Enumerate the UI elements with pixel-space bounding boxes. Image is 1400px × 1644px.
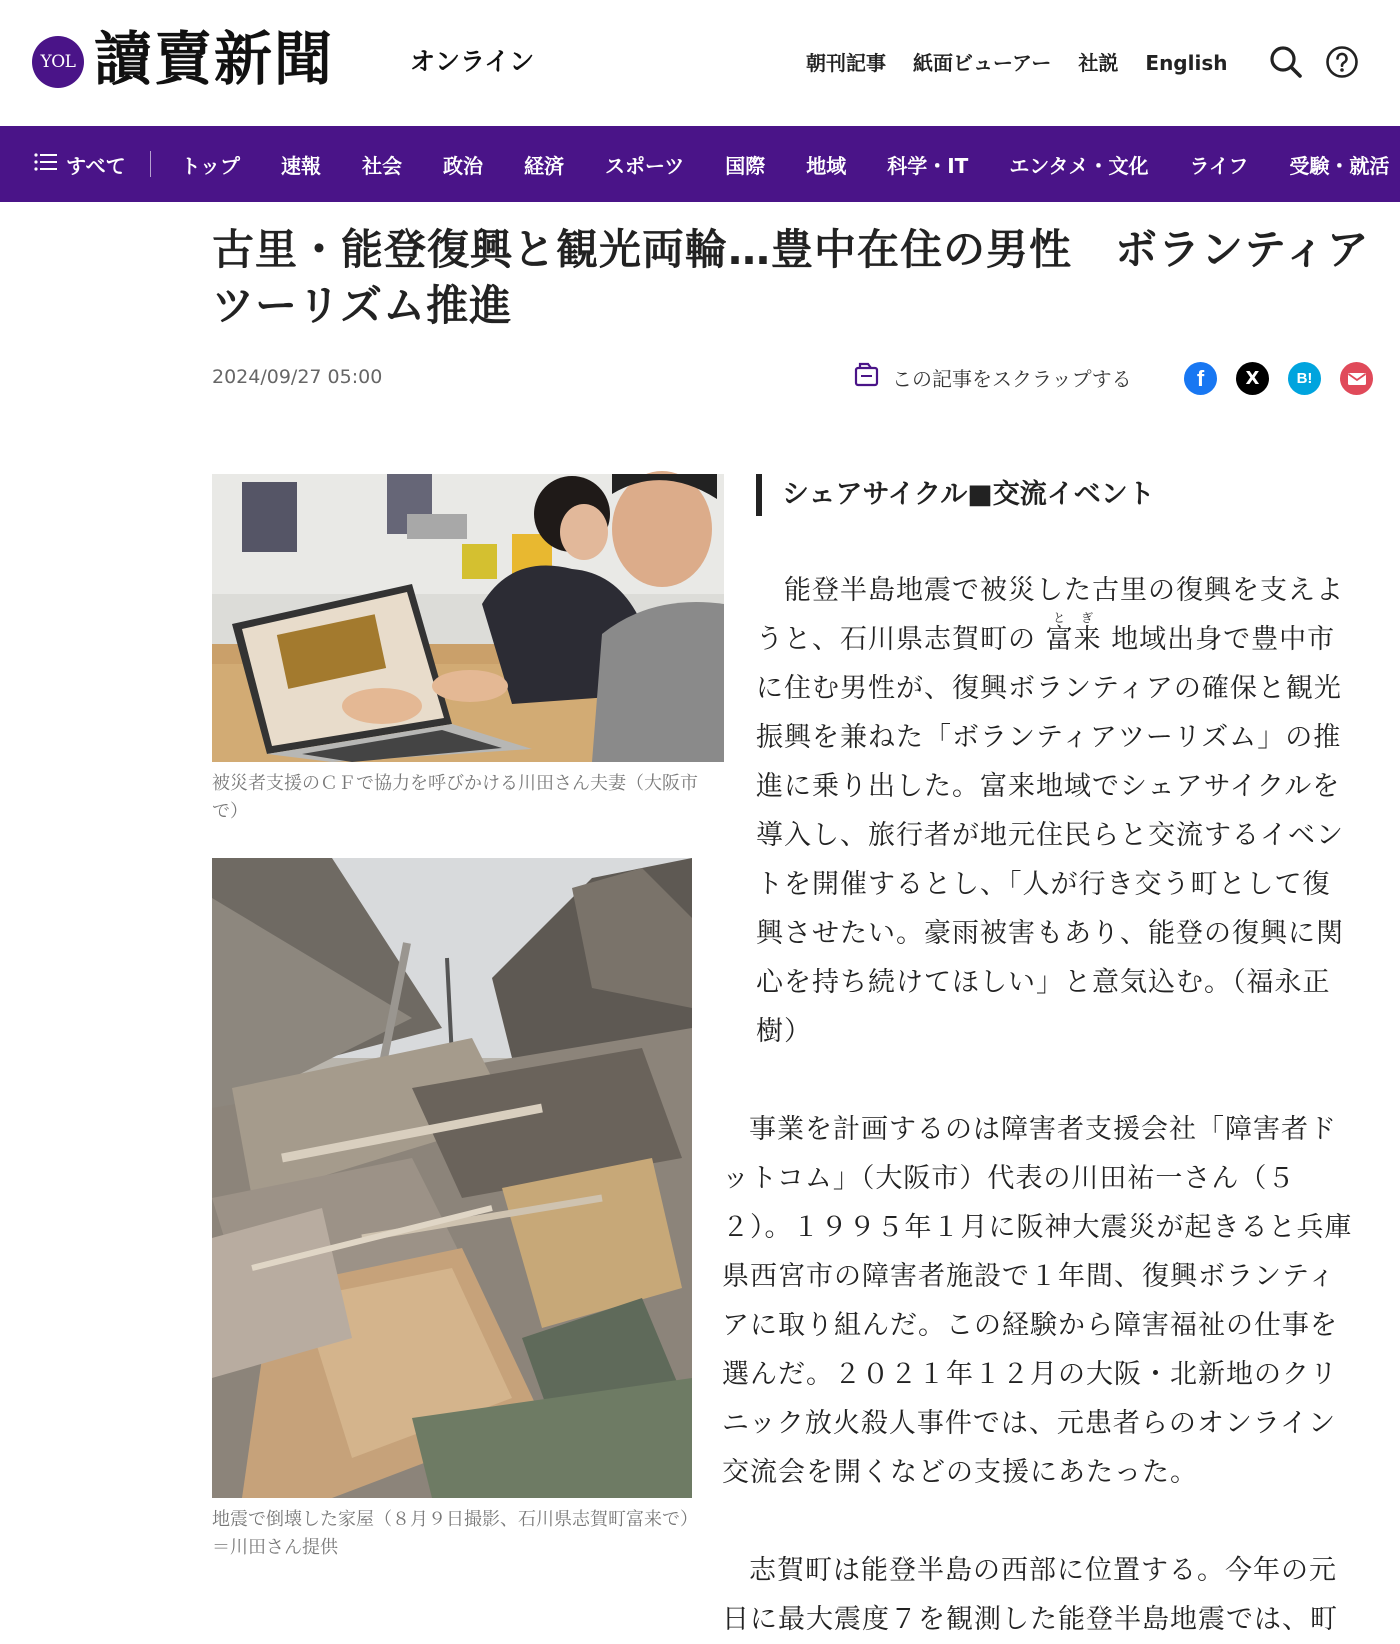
nav-item-science-it[interactable]: 科学・IT [887, 153, 969, 178]
nav-item-politics[interactable]: 政治 [443, 153, 484, 178]
article-title: 古里・能登復興と観光両輪…豊中在住の男性 ボランティアツーリズム推進 [212, 225, 1370, 330]
hatena-bookmark-button[interactable]: B! [1288, 362, 1321, 395]
link-english[interactable]: English [1145, 51, 1228, 75]
link-paper-viewer[interactable]: 紙面ビューアー [913, 51, 1052, 75]
mail-icon [1347, 372, 1367, 386]
photo1-caption: 被災者支援のＣＦで協力を呼びかける川田さん夫妻（大阪市で） [212, 773, 698, 822]
share-buttons [1184, 362, 1373, 395]
article-paragraph-1: 能登半島地震で被災した古里の復興を支えようと、石川県志賀町の 富来とぎ 地域出身で豊中市に住む男性が、復興ボランティアの確保と観光振興を兼ねた「ボランティアツーリズム」の推進に乗り出した。富来地域でシェアサイクルを導入し、旅行者が地元住民らと交流するイベントを開催するとし、「人が行き交う町として復興させたい。豪雨被害もあり、能登の復興に関心を持ち続けてほしい」と意気込む。（福永正樹） [756, 575, 1344, 1047]
yol-logo-badge[interactable]: YOL [32, 36, 84, 88]
header-links [806, 46, 1227, 80]
nav-item-breaking[interactable]: 速報 [281, 153, 322, 178]
nav-item-exam-career[interactable]: 受験・就活 [1289, 153, 1390, 178]
nav-all-label: すべて [66, 153, 126, 178]
link-morning-edition[interactable]: 朝刊記事 [806, 51, 886, 75]
nav-item-life[interactable]: ライフ [1189, 153, 1249, 178]
scrap-button[interactable] [854, 362, 1132, 393]
photo-collapsed-house[interactable] [212, 858, 692, 1498]
scrap-icon [854, 362, 880, 393]
nav-item-economy[interactable]: 経済 [524, 153, 565, 178]
photo2-caption: 地震で倒壊した家屋（８月９日撮影、石川県志賀町富来で）＝川田さん提供 [212, 1509, 698, 1558]
nav-item-society[interactable]: 社会 [362, 153, 403, 178]
category-nav [0, 126, 1400, 202]
nav-item-local[interactable]: 地域 [806, 153, 847, 178]
nav-item-top[interactable]: トップ [180, 153, 241, 178]
nav-item-sports[interactable]: スポーツ [605, 153, 685, 178]
facebook-share-button[interactable]: f [1184, 362, 1217, 395]
x-share-button[interactable]: X [1236, 362, 1269, 395]
article-subhead: シェアサイクル■交流イベント [756, 474, 1155, 516]
nav-item-international[interactable]: 国際 [725, 153, 766, 178]
article-paragraph-3: 志賀町は能登半島の西部に位置する。今年の元日に最大震度７を観測した能登半島地震では、町 [722, 1555, 1338, 1635]
site-header [0, 0, 1400, 126]
furigana-togi: 富来とぎ [1045, 611, 1102, 655]
link-editorial[interactable]: 社説 [1078, 51, 1119, 75]
search-icon[interactable] [1268, 44, 1304, 80]
help-icon[interactable] [1324, 44, 1360, 80]
photo-couple-laptop[interactable] [212, 474, 724, 762]
article-body [722, 566, 1354, 1644]
article-paragraph-2: 事業を計画するのは障害者支援会社「障害者ドットコム」（大阪市）代表の川田祐一さん（５２）。１９９５年１月に阪神大震災が起きると兵庫県西宮市の障害者施設で１年間、復興ボランティアに取り組んだ。この経験から障害福祉の仕事を選んだ。２０２１年１２月の大阪・北新地のクリニック放火殺人事件では、元患者らのオンライン交流会を開くなどの支援にあたった。 [722, 1114, 1353, 1488]
scrap-label: この記事をスクラップする [892, 367, 1132, 391]
nav-items [181, 150, 1390, 179]
nav-all-button[interactable] [34, 151, 151, 177]
menu-icon [34, 152, 58, 177]
mail-share-button[interactable] [1340, 362, 1373, 395]
logo-wordmark[interactable]: 讀賣新聞 [94, 25, 335, 93]
logo-subtitle[interactable]: オンライン [410, 47, 535, 76]
nav-item-entertainment[interactable]: エンタメ・文化 [1009, 153, 1149, 178]
article-date: 2024/09/27 05:00 [212, 366, 383, 388]
